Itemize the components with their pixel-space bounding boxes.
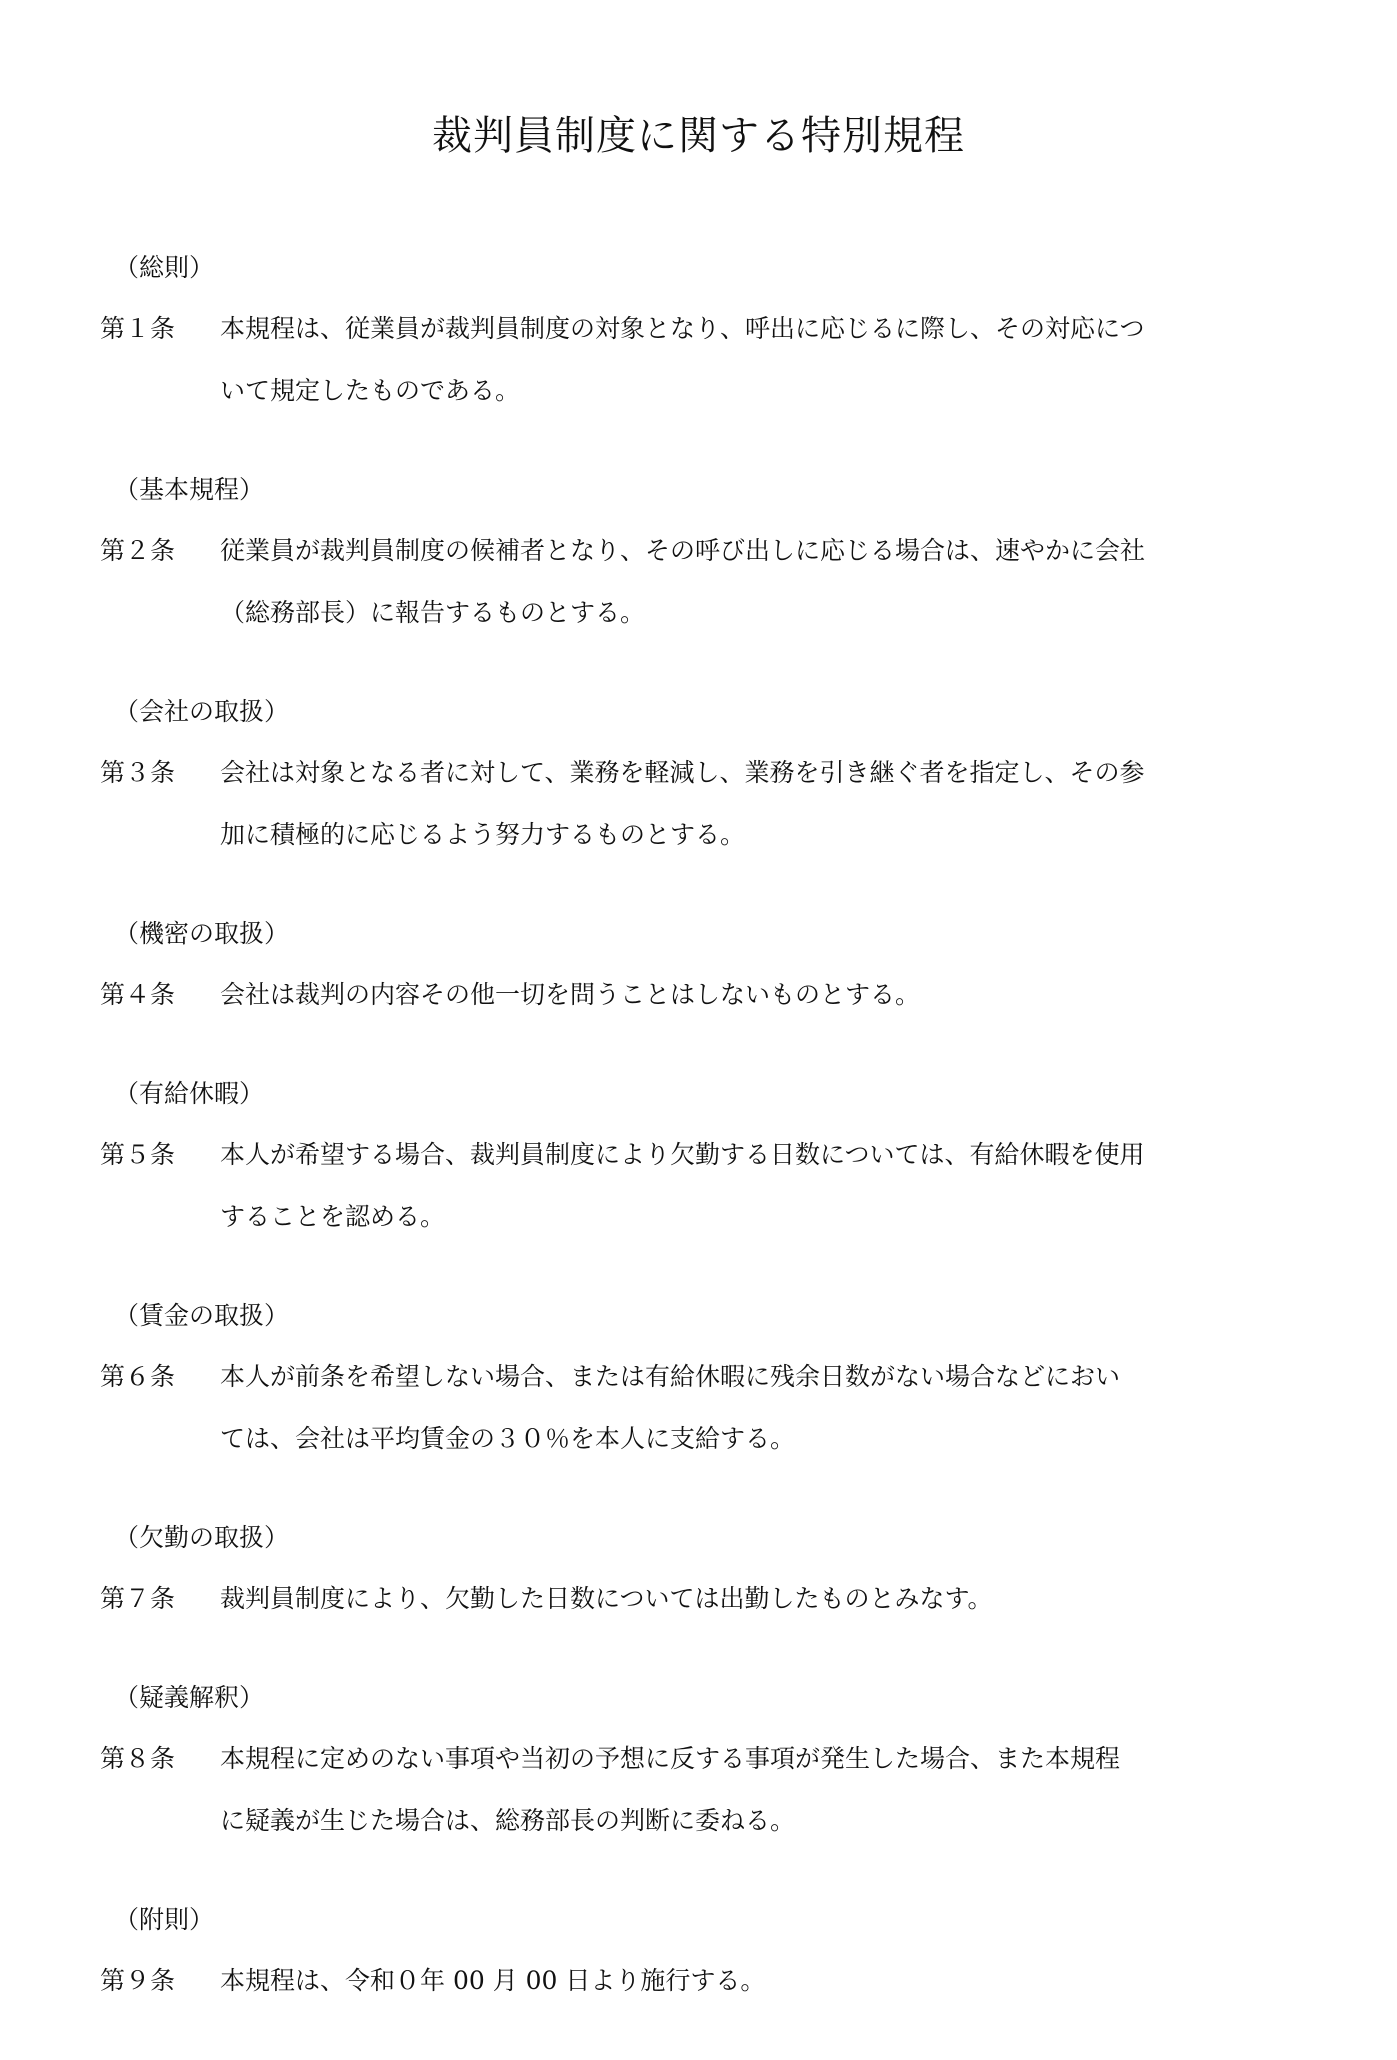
article-body-line: 加に積極的に応じるよう努力するものとする。 <box>220 820 746 849</box>
article-caption: （基本規程） <box>114 475 265 504</box>
article-1 <box>100 248 1300 422</box>
article-body-line: 本人が希望する場合、裁判員制度により欠勤する日数については、有給休暇を使用 <box>220 1140 1145 1169</box>
article-row <box>100 1728 1300 1852</box>
article-number: 第６条 <box>100 1362 176 1391</box>
article-body <box>220 1568 1300 1630</box>
article-5 <box>100 1074 1300 1248</box>
article-body-line: 本規程は、令和０年 00 月 00 日より施行する。 <box>220 1966 766 1995</box>
article-body-line: 会社は対象となる者に対して、業務を軽減し、業務を引き継ぐ者を指定し、その参 <box>220 758 1145 787</box>
article-body <box>220 964 1300 1026</box>
article-body <box>220 1346 1300 1470</box>
article-body-line: することを認める。 <box>220 1202 446 1231</box>
article-body <box>220 298 1300 422</box>
article-8 <box>100 1678 1300 1852</box>
article-body <box>220 1728 1300 1852</box>
article-4 <box>100 914 1300 1026</box>
article-7 <box>100 1518 1300 1630</box>
article-body-line: 本規程は、従業員が裁判員制度の対象となり、呼出に応じるに際し、その対応につ <box>220 314 1145 343</box>
article-number: 第８条 <box>100 1744 176 1773</box>
article-caption: （機密の取扱） <box>114 919 290 948</box>
article-list <box>100 248 1300 2060</box>
article-caption: （有給休暇） <box>114 1079 265 1108</box>
article-body-line: に疑義が生じた場合は、総務部長の判断に委ねる。 <box>220 1806 796 1835</box>
article-body <box>220 1950 1300 2012</box>
article-row <box>100 1124 1300 1248</box>
article-body-line: いて規定したものである。 <box>220 376 521 405</box>
article-caption: （疑義解釈） <box>114 1683 265 1712</box>
article-body-line: 裁判員制度により、欠勤した日数については出勤したものとみなす。 <box>220 1584 993 1613</box>
article-number: 第２条 <box>100 536 176 565</box>
article-number: 第５条 <box>100 1140 176 1169</box>
article-body-line: （総務部長）に報告するものとする。 <box>220 598 646 627</box>
article-number: 第３条 <box>100 758 176 787</box>
article-row <box>100 298 1300 422</box>
article-number: 第１条 <box>100 314 176 343</box>
article-row <box>100 520 1300 644</box>
article-row <box>100 1346 1300 1470</box>
article-number: 第７条 <box>100 1584 176 1613</box>
article-body-line: 本規程に定めのない事項や当初の予想に反する事項が発生した場合、また本規程 <box>220 1744 1121 1773</box>
article-9 <box>100 1900 1300 2012</box>
article-row <box>100 742 1300 866</box>
article-number: 第９条 <box>100 1966 176 1995</box>
article-caption: （会社の取扱） <box>114 697 290 726</box>
article-number: 第４条 <box>100 980 176 1009</box>
article-row <box>100 964 1300 1026</box>
document-title: 裁判員制度に関する特別規程 <box>432 113 965 159</box>
article-caption: （総則） <box>114 253 215 282</box>
article-6 <box>100 1296 1300 1470</box>
article-body <box>220 520 1300 644</box>
article-caption: （欠勤の取扱） <box>114 1523 290 1552</box>
article-body-line: 会社は裁判の内容その他一切を問うことはしないものとする。 <box>220 980 921 1009</box>
article-2 <box>100 470 1300 644</box>
article-row <box>100 1568 1300 1630</box>
article-body <box>220 742 1300 866</box>
article-caption: （附則） <box>114 1905 215 1934</box>
article-caption: （賃金の取扱） <box>114 1301 290 1330</box>
article-body <box>220 1124 1300 1248</box>
article-body-line: 従業員が裁判員制度の候補者となり、その呼び出しに応じる場合は、速やかに会社 <box>220 536 1146 565</box>
article-3 <box>100 692 1300 866</box>
article-row <box>100 1950 1300 2012</box>
article-body-line: ては、会社は平均賃金の３０％を本人に支給する。 <box>220 1424 796 1453</box>
article-body-line: 本人が前条を希望しない場合、または有給休暇に残余日数がない場合などにおい <box>220 1362 1121 1391</box>
